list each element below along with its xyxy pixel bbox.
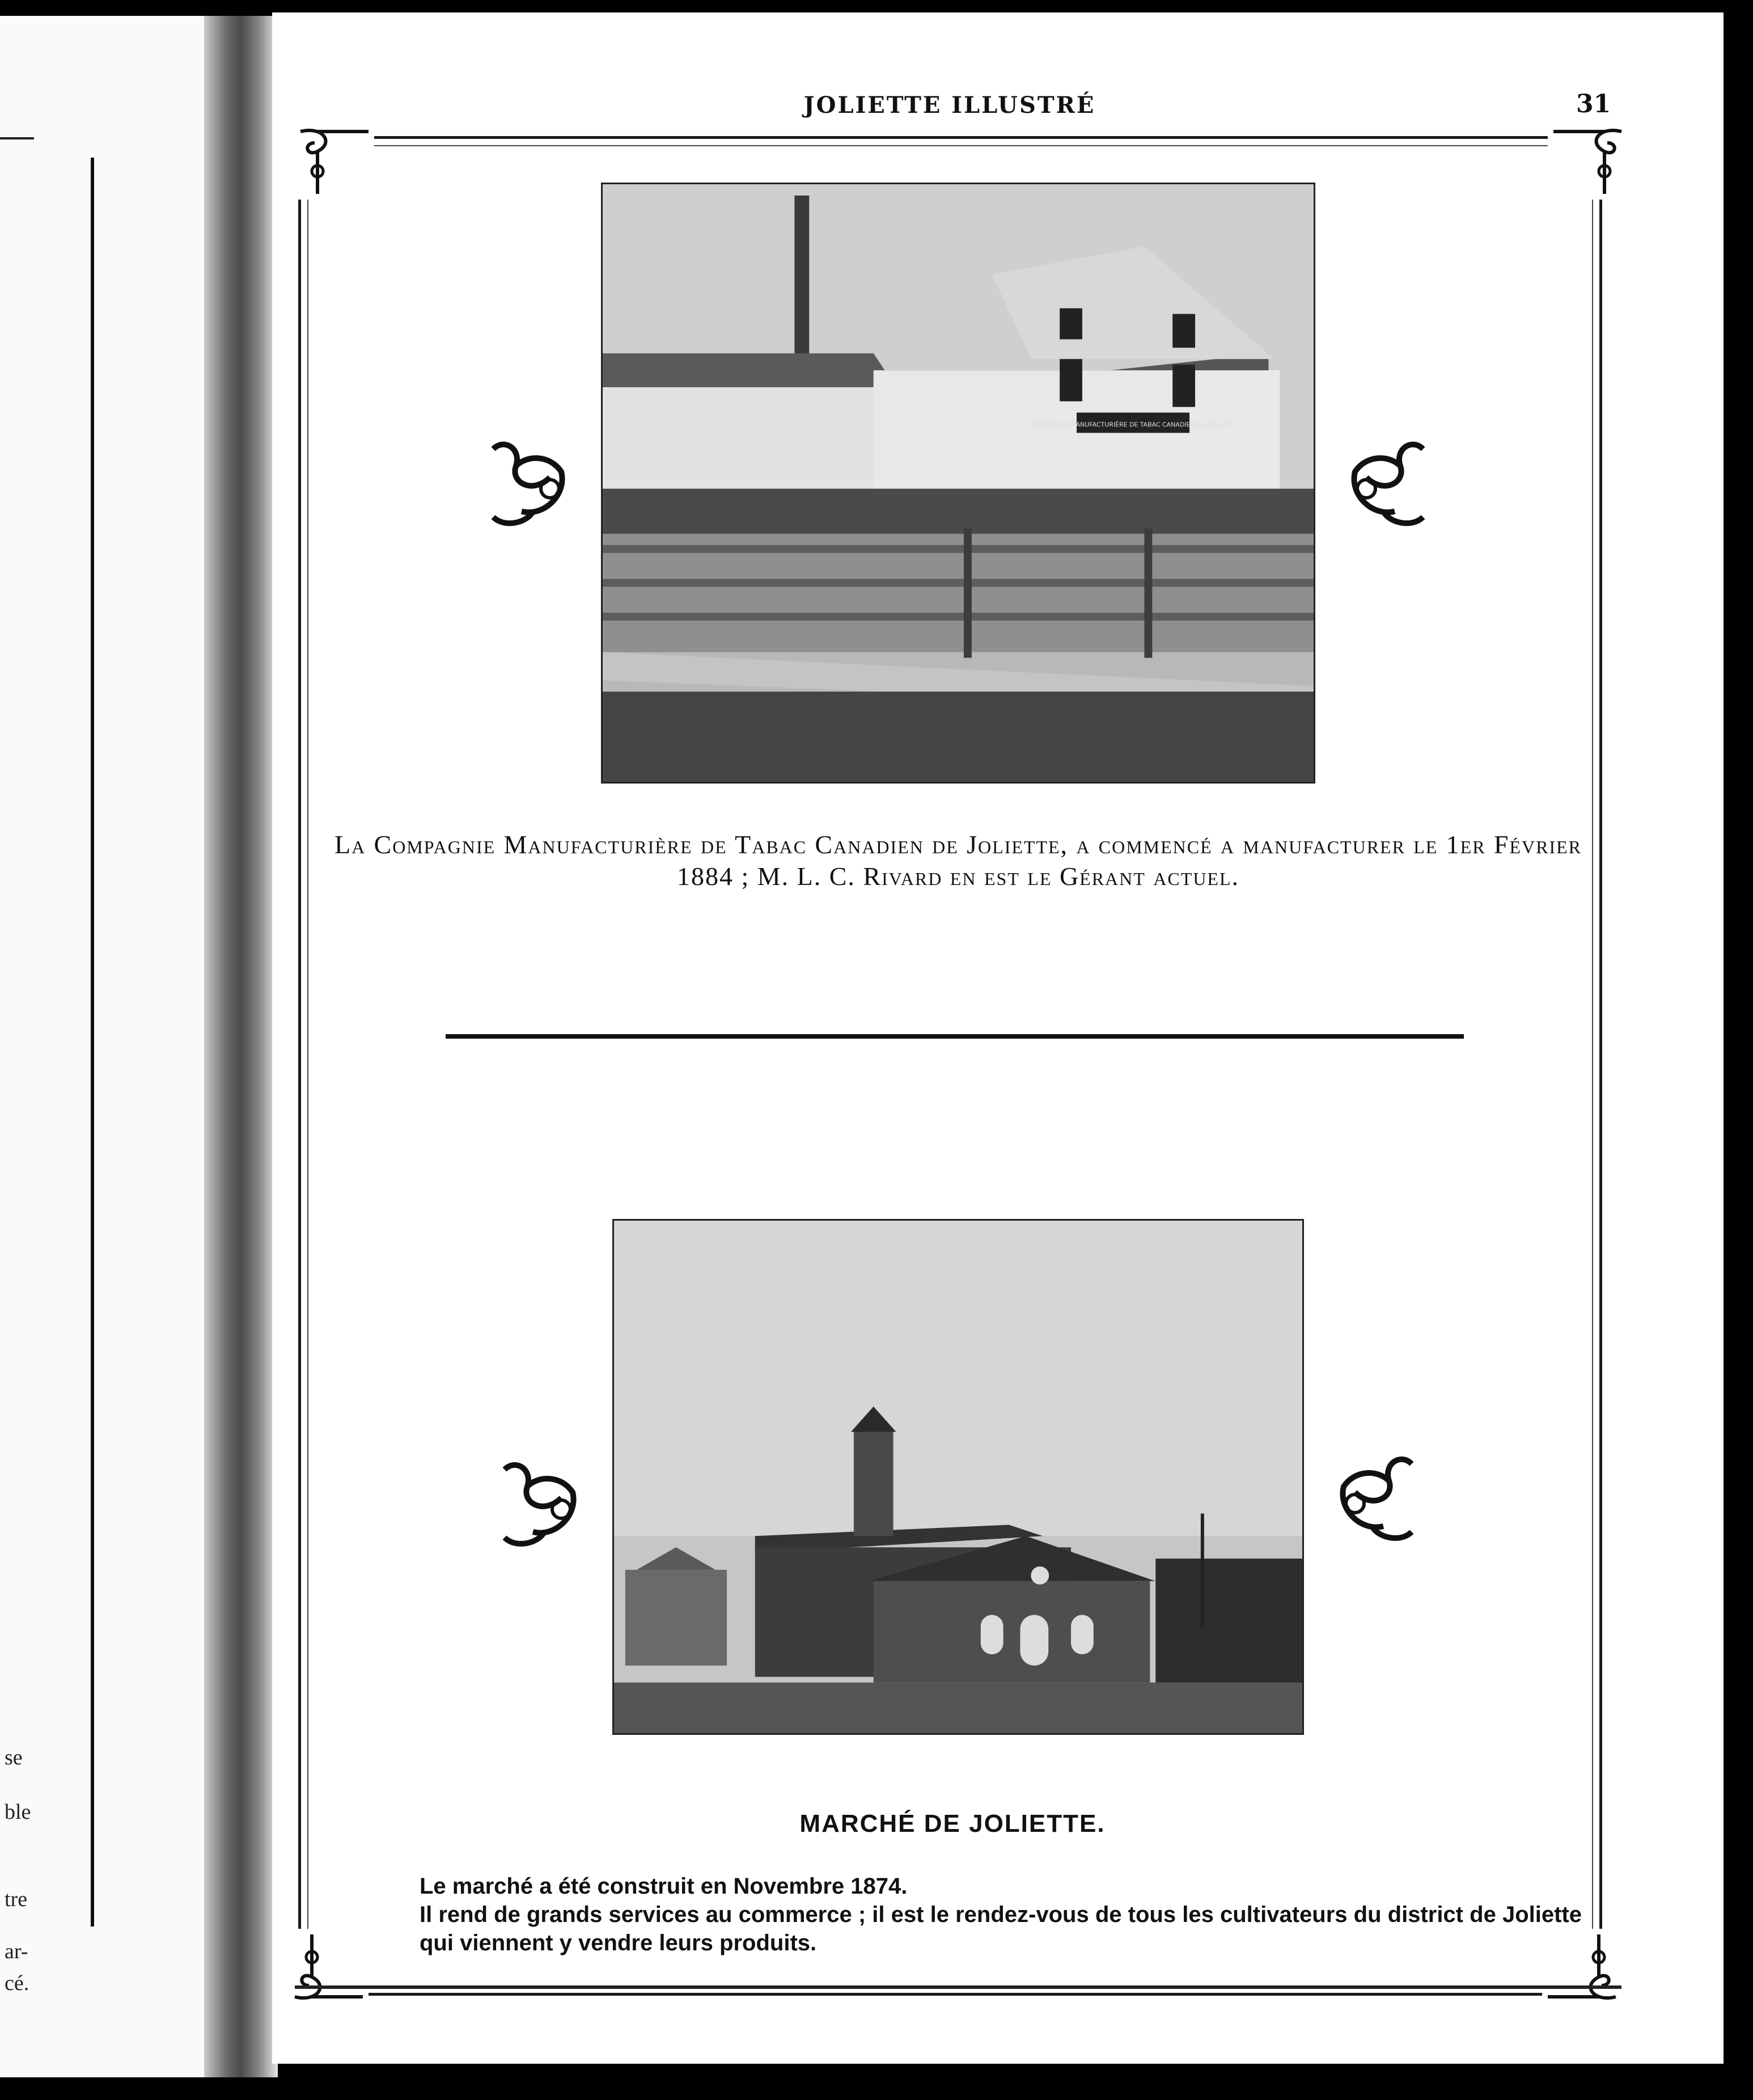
left-page-rule — [0, 137, 34, 139]
page-number: 31 — [1576, 90, 1611, 118]
left-fragment: cé. — [5, 1971, 29, 1995]
market-photo — [612, 1219, 1304, 1735]
market-description — [334, 1872, 1582, 1957]
paragraph: Le marché a été construit en Novembre 1874. — [420, 1874, 908, 1899]
corner-flourish-icon — [289, 120, 374, 200]
left-fragment: ble — [5, 1800, 31, 1824]
figure-1-caption: La Compagnie Manufacturière de Tabac Canadien de Joliette, a commencé a manufacturer le 1er Février 1884 ; M. L. C. Rivard en est le Gérant actuel. — [334, 830, 1582, 891]
market-title: MARCHÉ DE JOLIETTE. — [799, 1810, 1106, 1837]
left-fragment: tre — [5, 1887, 28, 1911]
left-fragment: se — [5, 1746, 23, 1769]
paragraph: Il rend de grands services au commerce ; il est le rendez-vous de tous les cultivateurs du district de Joliette qui viennent y vendre leurs produits. — [420, 1902, 1582, 1955]
fleur-de-lis-ornament-icon — [1327, 1447, 1423, 1549]
corner-flourish-icon — [1548, 120, 1633, 200]
tobacco-factory-photo — [601, 183, 1315, 784]
page — [272, 12, 1724, 2064]
left-fragment: ar- — [5, 1940, 28, 1963]
left-page-frame — [91, 158, 94, 1927]
section-divider — [446, 1034, 1464, 1039]
fleur-de-lis-ornament-icon — [1338, 432, 1434, 534]
fleur-de-lis-ornament-icon — [482, 432, 578, 534]
fleur-de-lis-ornament-icon — [493, 1453, 590, 1555]
binding-shadow — [204, 16, 278, 2077]
factory-sign: COMPAGNIE MANUFACTURIÈRE DE TABAC CANADIEN DE JOLIETTE — [1031, 421, 1235, 429]
previous-page-fragment — [0, 16, 215, 2077]
running-header: JOLIETTE ILLUSTRÉ — [803, 92, 1096, 118]
bottom-rule — [295, 1985, 1621, 1989]
